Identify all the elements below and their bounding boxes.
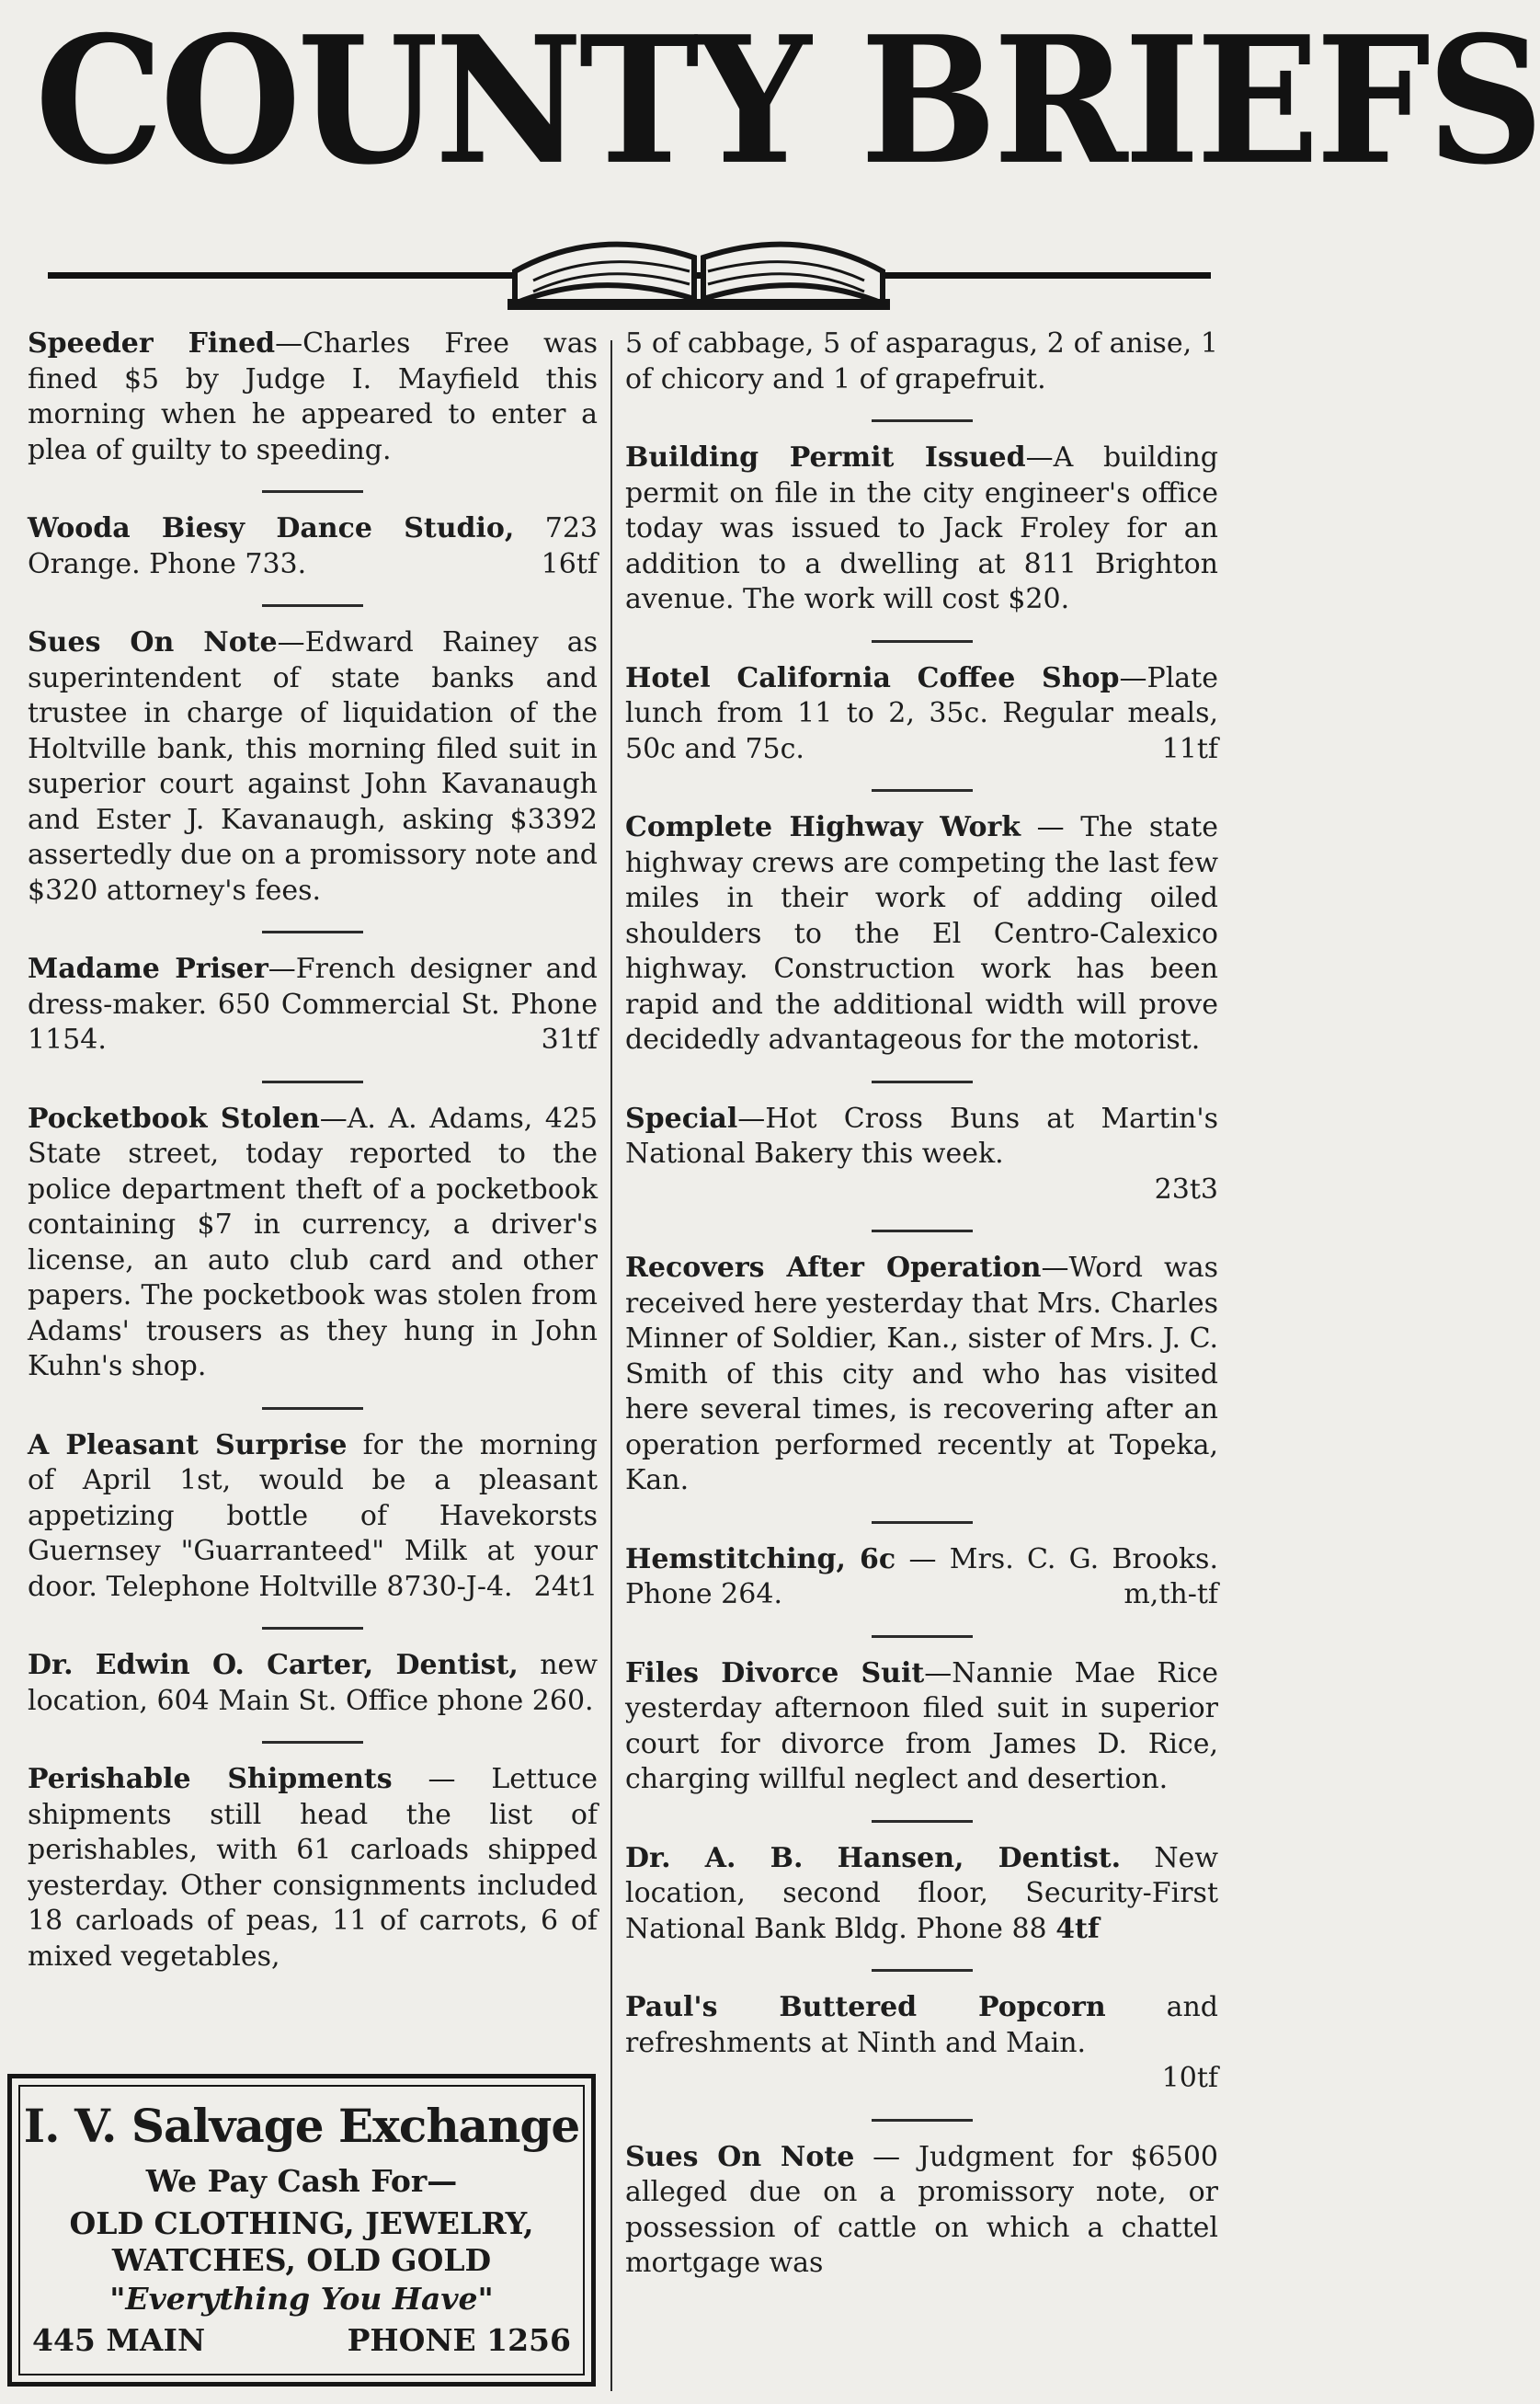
brief-text: —Edward Rainey as superintendent of state banks and trustee in charge of liquidation of the Holtville bank, this morning filed suit in superior court against John Kavanaugh and Ester J. Kavanaugh, asking $3392 assertedly due on a promissory note and $320 attorney's fees. [28, 626, 598, 907]
brief-item [625, 661, 1218, 768]
item-separator [872, 1820, 973, 1823]
brief-text: — Mrs. C. G. Brooks. Phone 264. [625, 1542, 1218, 1610]
brief-headline: Madame Priser [28, 953, 268, 985]
ad-code: 31tf [541, 1024, 598, 1056]
brief-text: —Nannie Mae Rice yesterday afternoon filed suit in superior court for divorce from James D. Rice, charging willful neglect and desertion. [625, 1656, 1218, 1795]
masthead [28, 0, 1540, 303]
open-book-icon [496, 207, 901, 317]
brief-headline: Files Divorce Suit [625, 1656, 925, 1689]
right-column [625, 326, 1218, 2282]
ad-code: 24t1 [533, 1570, 598, 1603]
ad-line: "Everything You Have" [109, 2281, 494, 2317]
brief-item [28, 1428, 598, 1606]
brief-headline: Paul's Buttered Popcorn [625, 1991, 1106, 2023]
brief-item [28, 952, 598, 1059]
brief-headline: Perishable Shipments [28, 1763, 393, 1795]
brief-text: —Hot Cross Buns at Martin's National Bakery this week. [625, 1102, 1218, 1170]
brief-item [28, 511, 598, 582]
brief-item [625, 1102, 1218, 1208]
ad-footer [32, 2322, 571, 2359]
ad-code: 10tf [1161, 2062, 1218, 2094]
item-separator [262, 604, 363, 607]
brief-text: — The state highway crews are competing the last few miles in their work of adding oiled shoulders to the El Centro-Calexico highway. Construction work has been rapid and the additional width will prove decidedly advantageous for the motorist. [625, 811, 1218, 1056]
ad-code: 16tf [541, 547, 598, 580]
masthead-title: COUNTY BRIEFS [35, 0, 1540, 204]
brief-text: —Charles Free was fined $5 by Judge I. Mayfield this morning when he appeared to enter a plea of guilty to speeding. [28, 327, 598, 466]
ad-code: 4tf [1055, 1912, 1100, 1945]
brief-item [625, 1251, 1218, 1499]
brief-item [625, 810, 1218, 1059]
item-separator [872, 1081, 973, 1083]
brief-item [625, 1841, 1218, 1948]
ad-code: m,th-tf [1124, 1578, 1218, 1610]
item-separator [872, 1969, 973, 1972]
brief-item [625, 1542, 1218, 1613]
item-separator [262, 1627, 363, 1630]
brief-item [625, 441, 1218, 618]
brief-headline: Speeder Fined [28, 327, 276, 360]
brief-item [625, 1990, 1218, 2097]
brief-text: 5 of cabbage, 5 of asparagus, 2 of anise, 1 of chicory and 1 of grapefruit. [625, 327, 1218, 395]
brief-item [28, 625, 598, 909]
column-divider [610, 340, 612, 2391]
brief-text: —A. A. Adams, 425 State street, today reported to the police department theft of a pocketbook containing $7 in currency, a driver's license, an auto club card and other papers. The pocketbook was stolen from Adams' trousers as they hung in John Kuhn's shop. [28, 1102, 598, 1382]
brief-headline: Pocketbook Stolen [28, 1102, 320, 1135]
item-separator [872, 2119, 973, 2122]
brief-headline: Hemstitching, 6c [625, 1542, 896, 1575]
item-separator [872, 1230, 973, 1232]
item-separator [872, 789, 973, 792]
item-separator [872, 1635, 973, 1638]
ad-title: I. V. Salvage Exchange [23, 2099, 580, 2153]
ad-line: We Pay Cash For— [145, 2163, 458, 2199]
brief-item [28, 1648, 598, 1719]
item-separator [262, 931, 363, 933]
brief-text: for the morning of April 1st, would be a pleasant appetizing bottle of Havekorsts Guernsey "Guarranteed" Milk at your door. Telephone Holtville 8730-J-4. [28, 1428, 598, 1603]
brief-text: — Lettuce shipments still head the list of perishables, with 61 carloads shipped yesterday. Other consignments included 18 carloads of peas, 11 of carrots, 6 of mixed vegetables, [28, 1763, 598, 1973]
brief-item [28, 1762, 598, 1975]
ad-address: 445 MAIN [32, 2322, 206, 2358]
brief-headline: Dr. A. B. Hansen, Dentist. [625, 1841, 1122, 1874]
brief-item [625, 1656, 1218, 1798]
ad-phone: PHONE 1256 [347, 2322, 571, 2358]
brief-item [625, 326, 1218, 397]
brief-text: —Word was received here yesterday that Mrs. Charles Minner of Soldier, Kan., sister of Mrs. J. C. Smith of this city and who has visited here several times, is recovering after an operation performed recently at Topeka, Kan. [625, 1252, 1218, 1496]
brief-headline: Special [625, 1102, 738, 1135]
item-separator [262, 1741, 363, 1744]
brief-text: 723 Orange. Phone 733. [28, 512, 598, 580]
item-separator [262, 490, 363, 493]
brief-text: —A building permit on file in the city engineer's office today was issued to Jack Froley for an addition to a dwelling at 811 Brighton avenue. The work will cost $20. [625, 441, 1219, 615]
item-separator [262, 1081, 363, 1083]
brief-headline: Complete Highway Work [625, 811, 1021, 843]
brief-text: — Judgment for $6500 alleged due on a promissory note, or possession of cattle on which a chattel mortgage was [625, 2140, 1219, 2279]
item-separator [872, 640, 973, 643]
brief-headline: Sues On Note [28, 626, 278, 658]
brief-item [28, 1102, 598, 1385]
brief-headline: Wooda Biesy Dance Studio, [28, 512, 515, 544]
brief-text: and refreshments at Ninth and Main. [625, 1991, 1218, 2059]
item-separator [872, 1521, 973, 1524]
brief-headline: Hotel California Coffee Shop [625, 661, 1120, 694]
item-separator [872, 419, 973, 422]
brief-item [28, 326, 598, 468]
left-column [28, 326, 598, 1975]
brief-item [625, 2140, 1218, 2282]
ad-code: 23t3 [1154, 1173, 1218, 1206]
ad-line: OLD CLOTHING, JEWELRY, [69, 2205, 534, 2241]
item-separator [262, 1407, 363, 1410]
brief-headline: A Pleasant Surprise [28, 1428, 348, 1461]
salvage-exchange-ad [7, 2074, 596, 2387]
ad-line: WATCHES, OLD GOLD [111, 2242, 492, 2278]
ad-code: 11tf [1161, 732, 1218, 765]
brief-text: —Plate lunch from 11 to 2, 35c. Regular meals, 50c and 75c. [625, 661, 1218, 765]
brief-text: new location, 604 Main St. Office phone 260. [28, 1649, 598, 1717]
brief-headline: Dr. Edwin O. Carter, Dentist, [28, 1649, 519, 1681]
brief-headline: Recovers After Operation [625, 1252, 1042, 1284]
brief-text: New location, second floor, Security-First National Bank Bldg. Phone 88 [625, 1841, 1219, 1945]
brief-headline: Building Permit Issued [625, 441, 1026, 474]
brief-headline: Sues On Note [625, 2140, 855, 2173]
brief-text: —French designer and dress-maker. 650 Commercial St. Phone 1154. [28, 953, 598, 1056]
